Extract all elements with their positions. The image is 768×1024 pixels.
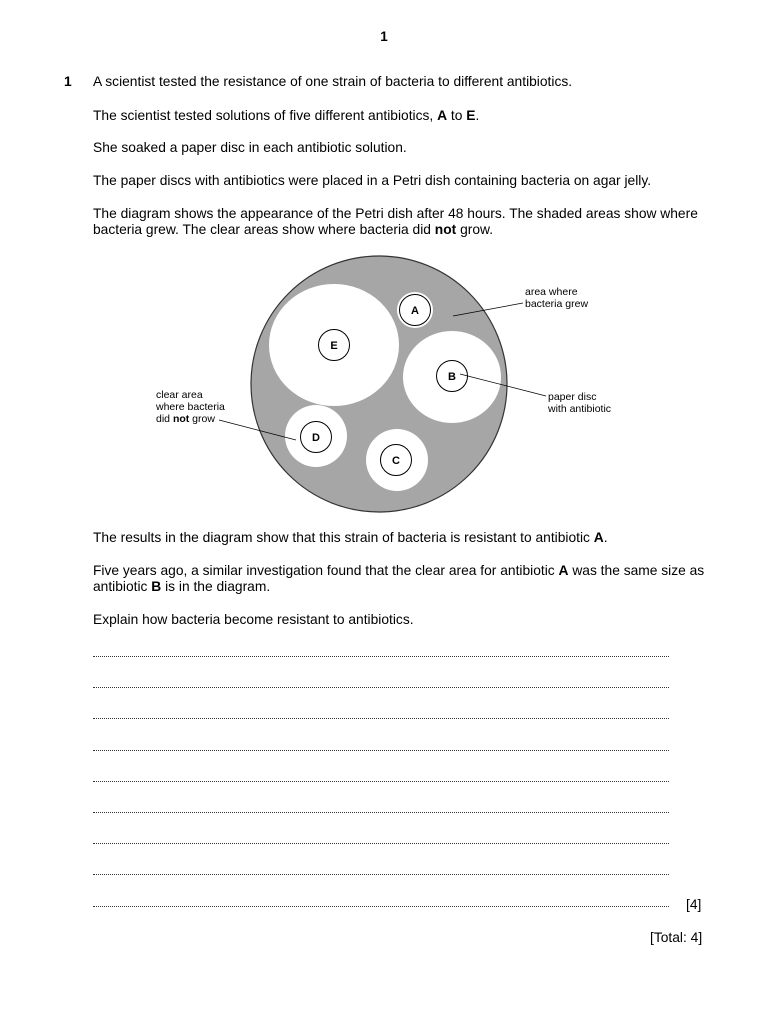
text-run: Explain how bacteria become resistant to antibiotics. — [93, 612, 414, 627]
text-run: Five years ago, a similar investigation found that the clear area for antibiotic — [93, 563, 559, 578]
bold-text: A — [593, 530, 604, 545]
total-marks: [Total: 4] — [650, 930, 703, 945]
label-bacteria-grew-line2: bacteria grew — [525, 298, 589, 310]
answer-line[interactable] — [93, 656, 669, 657]
text-run: grow. — [456, 221, 494, 237]
bold-text: A — [558, 563, 569, 578]
text-run: She soaked a paper disc in each antibiotic solution. — [93, 140, 407, 155]
disc-label-b: B — [448, 371, 456, 383]
bold-text: B — [151, 578, 162, 594]
disc-label-e: E — [330, 340, 338, 352]
five-years-ago-paragraph — [93, 563, 708, 594]
disc-label-d: D — [312, 432, 320, 444]
label-clear-area-line2: where bacteria — [156, 401, 225, 413]
label-bacteria-grew-line1: area where — [525, 286, 578, 298]
text-run: A scientist tested the resistance of one strain of bacteria to different antibiotics. — [93, 74, 573, 89]
label-paper-disc-line2: with antibiotic — [548, 403, 612, 415]
text-run: The results in the diagram show that this strain of bacteria is resistant to antibiotic — [93, 530, 594, 545]
answer-line[interactable] — [93, 718, 669, 719]
explain-prompt — [93, 612, 708, 628]
text-run: The paper discs with antibiotics were placed in a Petri dish containing bacteria on agar jelly. — [93, 173, 652, 188]
text-run: The scientist tested solutions of five different antibiotics, — [93, 108, 438, 123]
answer-line[interactable] — [93, 750, 669, 751]
answer-line[interactable] — [93, 781, 669, 782]
bold-text: A — [437, 108, 448, 123]
marks-available: [4] — [686, 897, 702, 912]
label-clear-area-line1: clear area — [156, 389, 203, 401]
answer-line[interactable] — [93, 906, 669, 907]
text-run: . — [603, 530, 608, 545]
answer-line[interactable] — [93, 843, 669, 844]
answer-line[interactable] — [93, 687, 669, 688]
results-paragraph — [93, 530, 708, 546]
text-run: to — [447, 108, 467, 123]
page-number: 1 — [380, 29, 388, 44]
answer-line[interactable] — [93, 812, 669, 813]
bold-text: not — [434, 221, 457, 237]
text-run: was the same size as antibiotic — [93, 563, 705, 594]
text-run: The diagram shows the appearance of the Petri dish after 48 hours. The shaded areas show where bacteria grew. The clear areas show where bacteria did — [93, 206, 698, 237]
bold-text: E — [466, 108, 476, 123]
question-number: 1 — [64, 74, 72, 89]
answer-line[interactable] — [93, 874, 669, 875]
label-clear-area-line3: did not grow — [156, 413, 215, 425]
text-run: is in the diagram. — [161, 578, 271, 594]
disc-label-a: A — [411, 305, 419, 317]
text-run: . — [475, 108, 480, 123]
label-paper-disc-line1: paper disc — [548, 391, 597, 403]
disc-label-c: C — [392, 455, 400, 467]
